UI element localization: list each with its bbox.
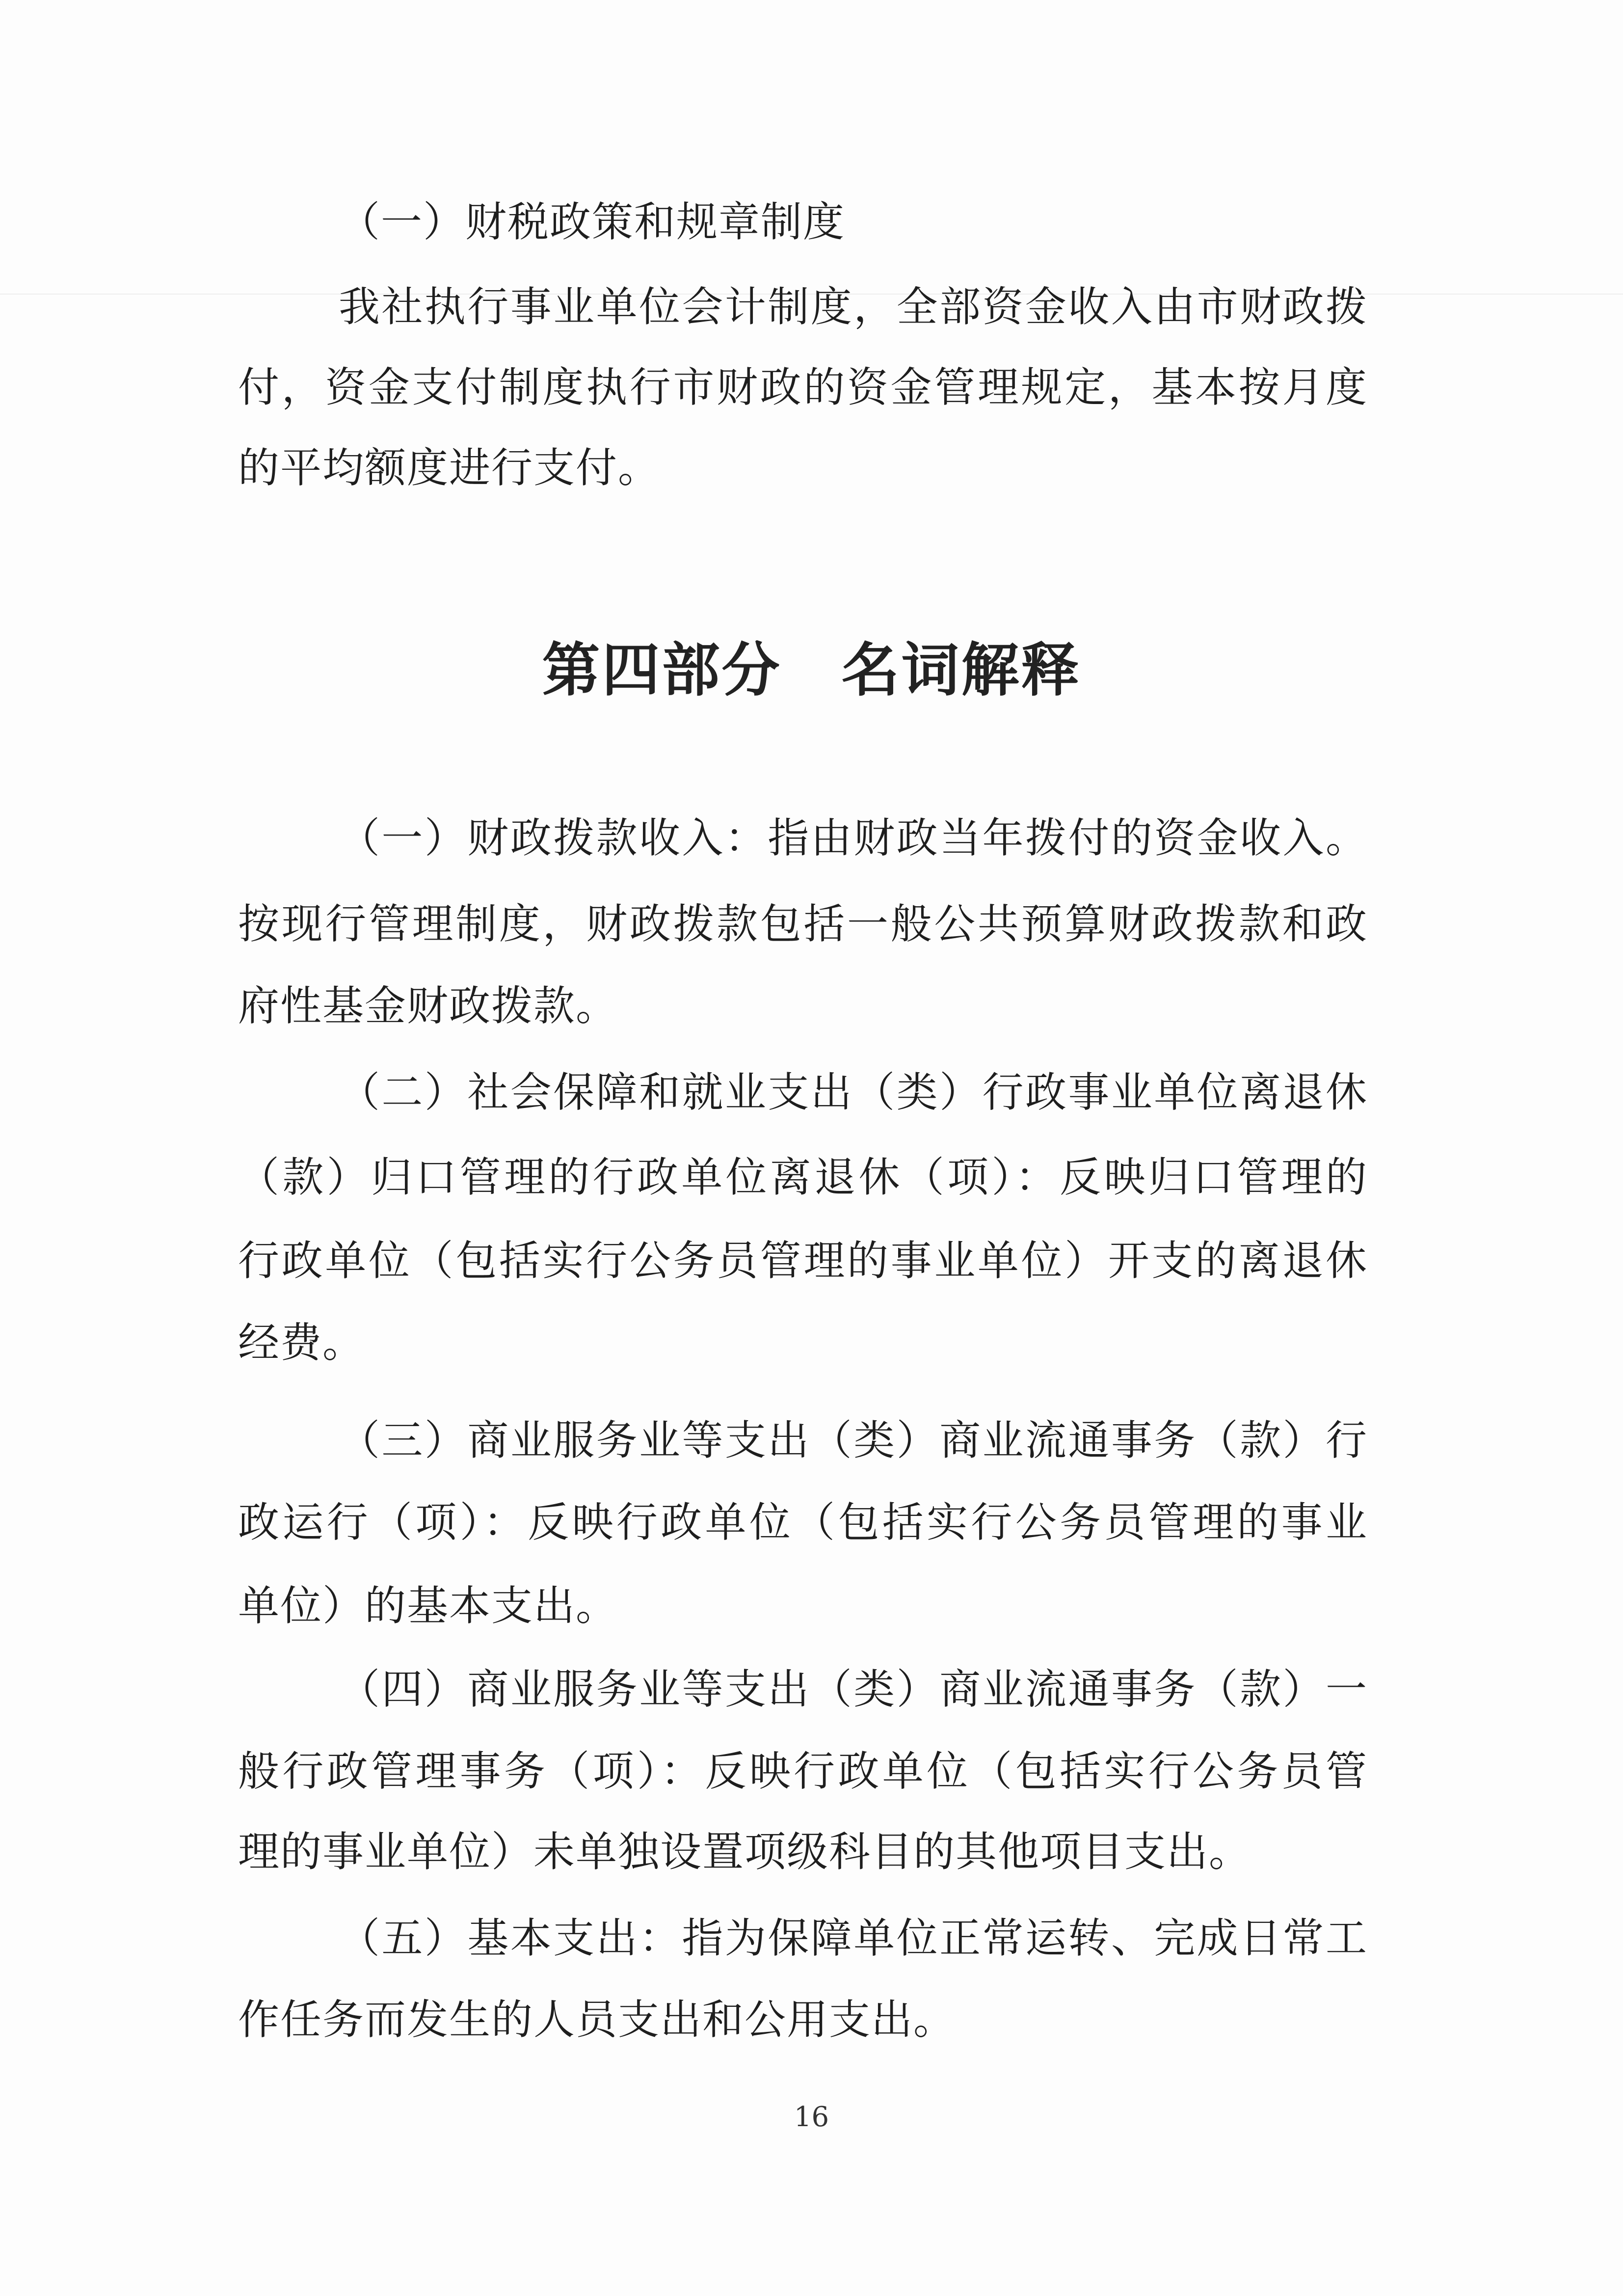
paragraph-line: 府性基金财政拨款。 [238, 982, 618, 1030]
paragraph-line: 我社执行事业单位会计制度，全部资金收入由市财政拨 [339, 283, 1367, 331]
paragraph-line: （款）归口管理的行政单位离退休（项）：反映归口管理的 [238, 1153, 1367, 1201]
paragraph-line: 单位）的基本支出。 [238, 1582, 618, 1630]
paragraph-line: 的平均额度进行支付。 [238, 444, 661, 492]
page-number: 16 [794, 2101, 829, 2133]
paragraph-line: 经费。 [238, 1319, 365, 1367]
section-heading: （一）财税政策和规章制度 [339, 198, 846, 246]
part-title: 第四部分 名词解释 [542, 636, 1081, 704]
paragraph-line: 理的事业单位）未单独设置项级科目的其他项目支出。 [238, 1828, 1251, 1876]
paragraph-line: 付，资金支付制度执行市财政的资金管理规定，基本按月度 [238, 363, 1367, 411]
paragraph-line: （五）基本支出：指为保障单位正常运转、完成日常工 [339, 1914, 1367, 1962]
paragraph-line: （二）社会保障和就业支出（类）行政事业单位离退休 [339, 1068, 1367, 1116]
paragraph-line: （四）商业服务业等支出（类）商业流通事务（款）一 [339, 1665, 1367, 1713]
paragraph-line: 作任务而发生的人员支出和公用支出。 [238, 1996, 956, 2044]
paragraph-line: 政运行（项）：反映行政单位（包括实行公务员管理的事业 [238, 1498, 1367, 1546]
paragraph-line: （三）商业服务业等支出（类）商业流通事务（款）行 [339, 1416, 1367, 1464]
paragraph-line: 般行政管理事务（项）：反映行政单位（包括实行公务员管 [238, 1747, 1367, 1795]
paragraph-line: 按现行管理制度，财政拨款包括一般公共预算财政拨款和政 [238, 900, 1367, 948]
paragraph-line: 行政单位（包括实行公务员管理的事业单位）开支的离退休 [238, 1237, 1367, 1285]
paragraph-line: （一）财政拨款收入：指由财政当年拨付的资金收入。 [339, 814, 1367, 862]
